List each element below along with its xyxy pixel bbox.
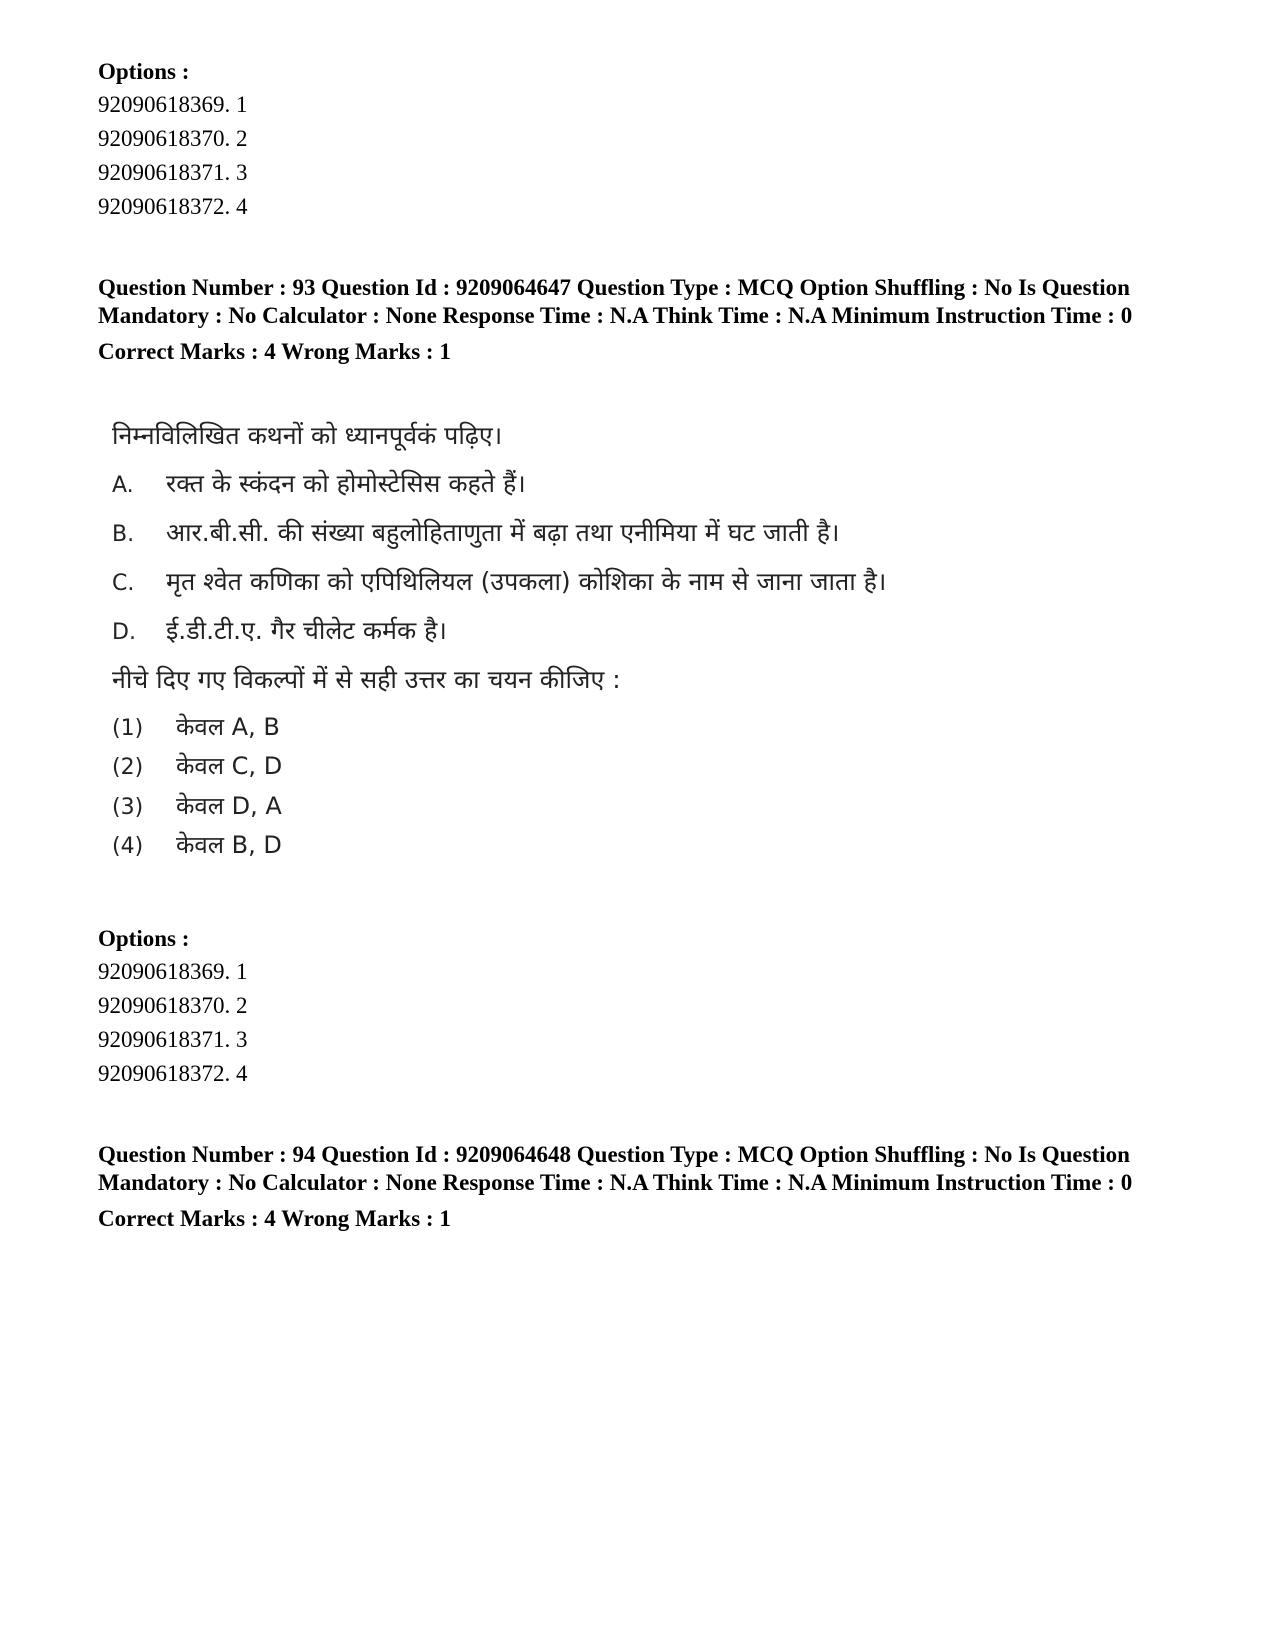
choice-number: (1) (112, 716, 144, 741)
choice-text: केवल A, B (176, 713, 280, 741)
choice-1 (112, 710, 280, 743)
option-item: 92090618369. 1 (98, 92, 248, 117)
question-header: Question Number : 93 Question Id : 9209064647 Question Type : MCQ Option Shuffling : No Is Question Mandatory : No Calculator : None Response Time : N.A Think Time : N.A Minimum Instruction Time : 0 (98, 275, 1133, 328)
option-item: 92090618370. 2 (98, 993, 248, 1018)
options-heading: Options : (98, 926, 190, 951)
choice-text: केवल C, D (176, 752, 283, 780)
question-93-content (98, 418, 887, 908)
options-block-2 (98, 925, 1178, 1091)
statement-letter: B. (112, 522, 135, 547)
statement-letter: A. (112, 473, 134, 498)
choice-3 (112, 789, 282, 822)
statement-a (112, 466, 526, 500)
statement-text: रक्त के स्कंदन को होमोस्टेसिस कहते हैं। (166, 469, 526, 498)
option-item: 92090618372. 4 (98, 1061, 248, 1086)
question-marks: Correct Marks : 4 Wrong Marks : 1 (98, 339, 451, 364)
statement-letter: C. (112, 571, 135, 596)
choice-2 (112, 749, 282, 782)
statement-text: आर.बी.सी. की संख्या बहुलोहिताणुता में बढ़ा तथा एनीमिया में घट जाती है। (166, 518, 840, 547)
option-item: 92090618369. 1 (98, 959, 248, 984)
choice-number: (3) (112, 795, 144, 820)
statement-c (112, 564, 886, 598)
statement-d (112, 613, 447, 647)
choose-prompt: नीचे दिए गए विकल्पों में से सही उत्तर का चयन कीजिए : (112, 665, 621, 694)
statement-text: ई.डी.टी.ए. गैर चीलेट कर्मक है। (166, 616, 447, 645)
question-header: Question Number : 94 Question Id : 9209064648 Question Type : MCQ Option Shuffling : No Is Question Mandatory : No Calculator : None Response Time : N.A Think Time : N.A Minimum Instruction Time : 0 (98, 1142, 1133, 1195)
option-item: 92090618372. 4 (98, 194, 248, 219)
option-item: 92090618371. 3 (98, 160, 248, 185)
options-heading: Options : (98, 59, 190, 84)
question-marks: Correct Marks : 4 Wrong Marks : 1 (98, 1206, 451, 1231)
option-item: 92090618370. 2 (98, 126, 248, 151)
option-item: 92090618371. 3 (98, 1027, 248, 1052)
choice-number: (2) (112, 755, 144, 780)
choice-number: (4) (112, 834, 144, 859)
question-94-block (98, 1141, 1138, 1233)
question-93-block (98, 274, 1138, 366)
choice-text: केवल D, A (176, 792, 282, 820)
question-instruction: निम्नविलिखित कथनों को ध्यानपूर्वकं पढ़िए। (112, 421, 503, 450)
choice-text: केवल B, D (176, 831, 282, 859)
choice-4 (112, 828, 282, 861)
statement-letter: D. (112, 620, 136, 645)
statement-text: मृत श्वेत कणिका को एपिथिलियल (उपकला) कोशिका के नाम से जाना जाता है। (166, 567, 887, 596)
options-block-1 (98, 58, 1178, 224)
statement-b (112, 515, 839, 549)
